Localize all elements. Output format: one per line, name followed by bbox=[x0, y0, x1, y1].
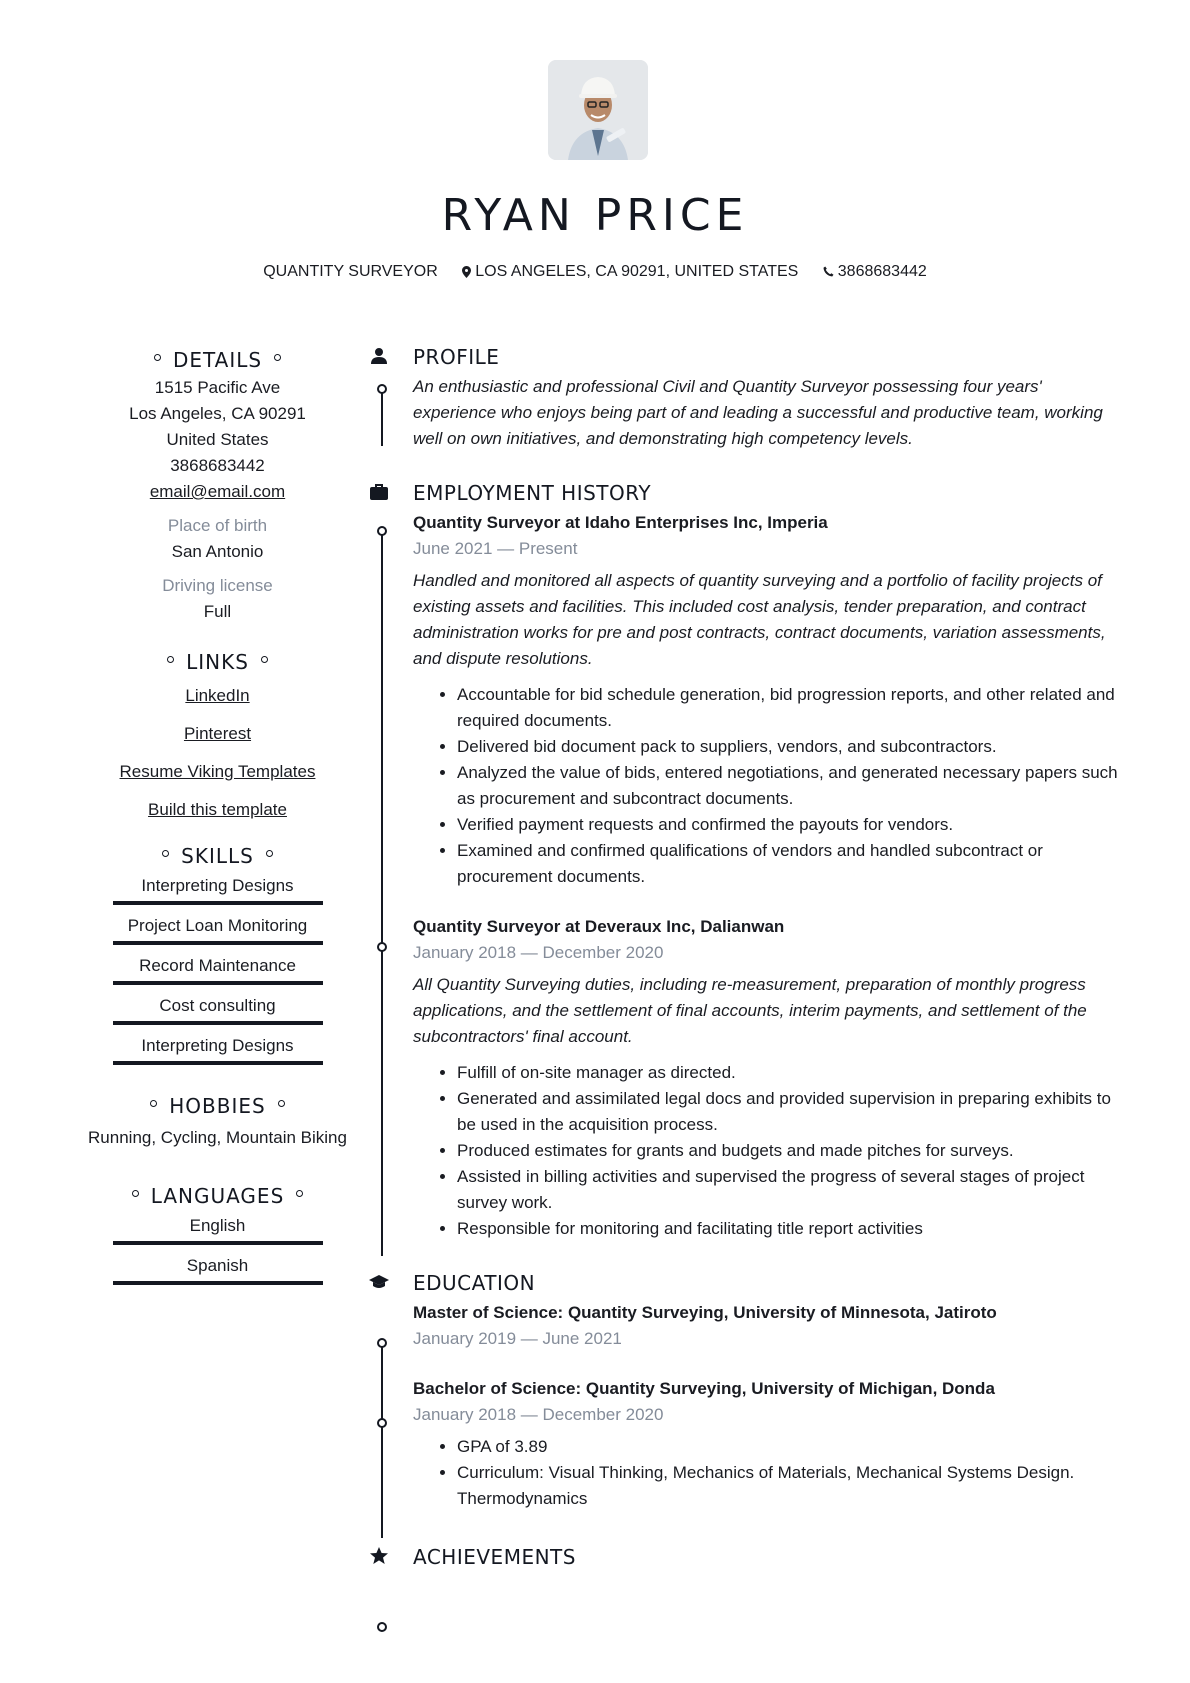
job-summary: All Quantity Surveying duties, including re-measurement, preparation of monthly progress applications, and the settlement of final accounts, interim payments, and settlement of the subcontractors' final account. bbox=[413, 975, 1087, 1046]
sidebar bbox=[75, 345, 360, 1291]
list-item: • Responsible for monitoring and facilitating title report activities bbox=[457, 1216, 1125, 1242]
details-phone: 3868683442 bbox=[170, 456, 265, 475]
job-title: Quantity Surveyor at Deveraux Inc, Dalianwan bbox=[413, 917, 785, 936]
timeline-dot bbox=[377, 1622, 387, 1632]
email-link[interactable]: email@email.com bbox=[149, 482, 286, 501]
address-line-2: Los Angeles, CA 90291 bbox=[129, 404, 306, 423]
links-heading: LINKS bbox=[75, 647, 360, 677]
link-linkedin[interactable]: LinkedIn bbox=[185, 686, 250, 705]
link-resume-viking[interactable]: Resume Viking Templates bbox=[119, 762, 316, 781]
list-item: • Assisted in billing activities and supervised the progress of several stages of project survey work. bbox=[457, 1164, 1125, 1216]
degree-bullets bbox=[413, 1434, 1125, 1512]
job-summary: Handled and monitored all aspects of quantity surveying and a portfolio of facility projects of existing assets and facilities. This included cost analysis, tender preparation, and contract administration works for pre and post contracts, contract documents, variation assessments, and dispute resolutions. bbox=[413, 571, 1106, 668]
star-icon bbox=[369, 1546, 389, 1566]
details-heading: DETAILS bbox=[75, 345, 360, 375]
job-entry bbox=[413, 510, 1125, 890]
person-icon bbox=[369, 346, 389, 366]
timeline-line bbox=[381, 390, 383, 446]
language-item: English bbox=[113, 1211, 323, 1245]
driving-license-label: Driving license bbox=[162, 576, 273, 595]
languages-heading: LANGUAGES bbox=[75, 1181, 360, 1211]
location-text: LOS ANGELES, CA 90291, UNITED STATES bbox=[475, 263, 799, 280]
profile-photo bbox=[548, 60, 648, 160]
list-item: • Produced estimates for grants and budgets and made pitches for surveys. bbox=[457, 1138, 1125, 1164]
skill-item: Interpreting Designs bbox=[113, 871, 323, 905]
list-item: • Accountable for bid schedule generation, bid progression reports, and other related and required documents. bbox=[457, 682, 1125, 734]
job-entry bbox=[413, 914, 1125, 1242]
address-line-1: 1515 Pacific Ave bbox=[154, 378, 281, 397]
list-item: • Examined and confirmed qualifications of vendors and handled subcontract or procurement documents. bbox=[457, 838, 1125, 890]
education-entry bbox=[413, 1300, 1125, 1352]
link-pinterest[interactable]: Pinterest bbox=[183, 724, 252, 743]
address-country: United States bbox=[166, 430, 269, 449]
job-title: QUANTITY SURVEYOR bbox=[263, 263, 438, 280]
list-item: • Verified payment requests and confirmed the payouts for vendors. bbox=[457, 812, 1125, 838]
degree-title: Master of Science: Quantity Surveying, University of Minnesota, Jatiroto bbox=[413, 1303, 997, 1322]
job-bullets bbox=[413, 1060, 1125, 1242]
briefcase-icon bbox=[369, 482, 389, 502]
degree-dates: January 2019 — June 2021 bbox=[413, 1329, 622, 1348]
hobbies-heading: HOBBIES bbox=[75, 1091, 360, 1121]
education-heading: EDUCATION bbox=[413, 1266, 1125, 1300]
place-of-birth-label: Place of birth bbox=[167, 516, 268, 535]
skills-heading: SKILLS bbox=[75, 841, 360, 871]
list-item: • GPA of 3.89 bbox=[457, 1434, 1125, 1460]
main-content bbox=[413, 340, 1125, 1574]
timeline-dot bbox=[377, 1338, 387, 1348]
phone-text: 3868683442 bbox=[837, 263, 927, 280]
timeline-dot bbox=[377, 1418, 387, 1428]
list-item: • Analyzed the value of bids, entered negotiations, and generated necessary papers such as procurement and subcontract documents. bbox=[457, 760, 1125, 812]
education-entry bbox=[413, 1376, 1125, 1512]
graduation-cap-icon bbox=[369, 1272, 389, 1292]
timeline-dot bbox=[377, 384, 387, 394]
hobbies-text: Running, Cycling, Mountain Biking bbox=[88, 1128, 347, 1147]
timeline-line bbox=[381, 532, 383, 1256]
phone-entry bbox=[823, 263, 927, 281]
achievements-heading: ACHIEVEMENTS bbox=[413, 1540, 1125, 1574]
list-item: • Delivered bid document pack to suppliers, vendors, and subcontractors. bbox=[457, 734, 1125, 760]
timeline-line bbox=[381, 1344, 383, 1538]
phone-icon bbox=[823, 266, 834, 277]
job-dates: January 2018 — December 2020 bbox=[413, 943, 664, 962]
job-bullets bbox=[413, 682, 1125, 890]
link-build-template[interactable]: Build this template bbox=[148, 800, 287, 819]
location-pin-icon bbox=[462, 266, 471, 278]
list-item: • Curriculum: Visual Thinking, Mechanics of Materials, Mechanical Systems Design. Thermodynamics bbox=[457, 1460, 1125, 1512]
skill-item: Interpreting Designs bbox=[113, 1031, 323, 1065]
driving-license-value: Full bbox=[203, 602, 232, 621]
skill-item: Cost consulting bbox=[113, 991, 323, 1025]
job-title: Quantity Surveyor at Idaho Enterprises Inc, Imperia bbox=[413, 513, 828, 532]
skill-item: Project Loan Monitoring bbox=[113, 911, 323, 945]
skill-item: Record Maintenance bbox=[113, 951, 323, 985]
contact-line bbox=[0, 263, 1190, 281]
degree-dates: January 2018 — December 2020 bbox=[413, 1405, 664, 1424]
profile-text: An enthusiastic and professional Civil and Quantity Surveyor possessing four years' experience who enjoys being part of and leading a successful and productive team, working well on own initiatives, and demonstrating high competency levels. bbox=[413, 377, 1103, 448]
place-of-birth-value: San Antonio bbox=[171, 542, 264, 561]
location-entry bbox=[462, 263, 798, 281]
employment-heading: EMPLOYMENT HISTORY bbox=[413, 476, 1125, 510]
list-item: • Generated and assimilated legal docs and provided supervision in preparing exhibits to be used in the acquisition process. bbox=[457, 1086, 1125, 1138]
list-item: • Fulfill of on-site manager as directed. bbox=[457, 1060, 1125, 1086]
timeline-dot bbox=[377, 526, 387, 536]
degree-title: Bachelor of Science: Quantity Surveying, University of Michigan, Donda bbox=[413, 1379, 995, 1398]
job-dates: June 2021 — Present bbox=[413, 539, 578, 558]
language-item: Spanish bbox=[113, 1251, 323, 1285]
candidate-name: RYAN PRICE bbox=[441, 190, 749, 241]
timeline-dot bbox=[377, 942, 387, 952]
profile-heading: PROFILE bbox=[413, 340, 1125, 374]
